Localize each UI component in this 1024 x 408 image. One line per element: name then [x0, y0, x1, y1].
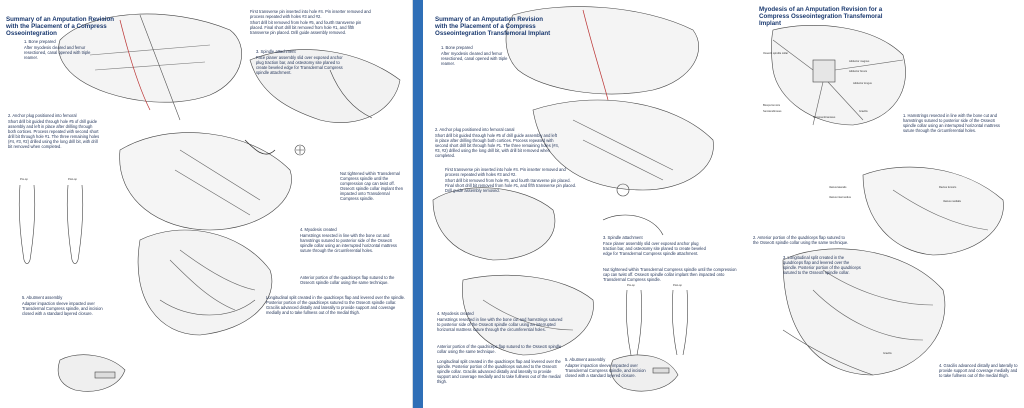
step-body: Adapter impaction sleeve impacted over Transdermal Compress spindle, and incision closed with a standard layered closure.: [565, 363, 646, 379]
step-heading: 4. Myodesis created: [300, 227, 337, 232]
label-adductor-magnus: Adductor magnus: [849, 60, 870, 63]
step-3b: [340, 172, 404, 201]
label-adductor-longus: Adductor longus: [853, 82, 872, 85]
step-body: Longitudinal split created in the quadriceps flap and levered over the spindle. Posterior portion of the quadriceps sutured to the OsseoS spindle collar. Gracilis advanced distally and laterally to provide support and coverage medially and to take fullness out of the medial thigh.: [437, 359, 561, 384]
step-heading: First transverse pin inserted into hole #4. Pin inserter removed and process repeated with holes #3 and #2.: [445, 167, 566, 177]
step-4: [437, 312, 563, 333]
step-5: [22, 296, 106, 317]
step-body: Face planer assembly slid over exposed anchor plug traction bar, and osteotomy site planed to create beveled edge for Transdermal Compress spindle attachment.: [603, 241, 706, 257]
blue-divider: [413, 0, 423, 408]
step-body: 2. Anterior portion of the quadriceps flap sutured to the OsseoS spindle collar using the same technique.: [753, 235, 849, 245]
step-4b: [437, 345, 563, 355]
step-3: [783, 256, 863, 276]
page-title: Summary of an Amputation Revision with the Placement of a Compress Osseointegration Transfemoral Implant: [435, 16, 551, 38]
step-3b: [603, 268, 743, 283]
step-body: Face planer assembly slid over exposed anchor plug traction bar, and osteotomy site planed to create beveled edge for Transdermal Compress spindle attachment.: [256, 55, 343, 76]
step-heading: 1. Bone prepared: [24, 39, 56, 44]
step-body: 1. Hamstrings resected in line with the bone cut and hamstrings sutured to posterior side of the OsseoS spindle collar using an interrupted horizontal mattress suture through the circumferential holes.: [903, 113, 1000, 133]
step-heading: 5. Abutment assembly: [565, 357, 606, 362]
step-2: [753, 236, 849, 246]
step-3: [256, 50, 346, 76]
step-4c: [266, 296, 406, 316]
step-body: Short drill bit guided through hole #5 of drill guide assembly and left in place after drilling through both cortices. Process repeated with second short drill bit through hole #1. The three remaining holes (#4, #3, #2) drilled using the long drill bit, with drill bit removed when completed.: [435, 133, 559, 159]
illustration-sheet-2: [423, 0, 753, 408]
step-body: Short drill bit guided through hole #5 of drill guide assembly and left in place after drilling through both cortices. Process repeated with second short drill bit through hole #1. The three remaining holes (#4, #3, #2) drilled using the long drill bit, with drill bit removed when completed.: [8, 119, 100, 149]
step-3: [603, 236, 713, 257]
label-semimembranosus: Semimembranosus: [813, 116, 836, 119]
step-heading: 2. Anchor plug positioned into femoral: [8, 113, 77, 118]
legs-label-post: Post-op: [68, 178, 77, 181]
myodesis-illustration: [753, 0, 1024, 408]
step-1: [441, 46, 513, 67]
step-1: [903, 114, 1003, 134]
step-heading: 1. Bone prepared: [441, 45, 473, 50]
legs-label-pre: Pre-op: [20, 178, 28, 181]
illustration-sheet-3: [753, 0, 1024, 408]
label-gracilis-bottom: Gracilis: [883, 352, 892, 355]
legs-label-post: Post-op: [673, 284, 682, 287]
step-body: Longitudinal split created in the quadriceps flap and levered over the spindle. Posterior portion of the quadriceps sutured to the OsseoS spindle collar. Gracilis advanced distally and laterally to provide support and coverage medially and to take fullness out of the medial thigh.: [266, 295, 406, 315]
step-body: Anterior portion of the quadriceps flap sutured to the OsseoS spindle collar using the same technique.: [300, 275, 395, 285]
illustration-sheet-1: [0, 0, 413, 408]
label-rectus-femoris: Rectus femoris: [939, 186, 957, 189]
step-4c: [437, 360, 563, 385]
label-semitendinosus: Semitendinosus: [763, 110, 782, 113]
step-heading: First transverse pin inserted into hole #4. Pin inserter removed and process repeated with holes #3 and #2.: [250, 9, 371, 19]
step-4: [300, 228, 406, 254]
step-2: [435, 128, 561, 159]
step-2: [8, 114, 100, 150]
step-body: 3. Longitudinal split created in the quadriceps flap and levered over the spindle. Posterior portion of the quadriceps sutured to the OsseoS spindle collar.: [783, 255, 861, 275]
legs-label-pre: Pre-op: [627, 284, 635, 287]
label-spindle-collar: OsseoS spindle collar: [763, 52, 789, 55]
label-biceps-femoris: Biceps femoris: [763, 104, 781, 107]
step-body: 4. Gracilis advanced distally and laterally to provide support and coverage medially and to take fullness out of the medial thigh.: [939, 363, 1018, 378]
step-body: Nut tightened within Transdermal Compress spindle until the compression cap can twist off. OsseoS spindle collar implant then impacted onto Transdermal Compress spindle.: [340, 171, 404, 201]
step-heading: 2. Anchor plug positioned into femoral canal: [435, 127, 515, 132]
page-title: Myodesis of an Amputation Revision for a Compress Osseointegration Transfemoral Implant: [759, 6, 883, 28]
surgical-illustration-1: [0, 0, 412, 408]
step-body: Hamstrings resected in line with the bone cut and hamstrings sutured to posterior side of the OsseoS spindle collar using an interrupted horizontal mattress suture through the circumferential holes.: [300, 233, 397, 254]
step-heading: 3. Spindle attachment: [603, 235, 643, 240]
step-heading: 4. Myodesis created: [437, 311, 474, 316]
step-body: Anterior portion of the quadriceps flap sutured to the OsseoS spindle collar using the same technique.: [437, 344, 562, 354]
step-body: Adapter impaction sleeve impacted over Transdermal Compress spindle, and incision closed with a standard layered closure.: [22, 301, 103, 317]
step-4b: [300, 276, 406, 286]
step-1: [24, 40, 96, 61]
step-body: Nut tightened within Transdermal Compress spindle until the compression cap can twist off. OsseoS spindle collar implant then impacted onto Transdermal Compress spindle.: [603, 267, 737, 282]
label-vastus-medialis: Vastus medialis: [943, 200, 961, 203]
label-vastus-lateralis: Vastus lateralis: [829, 186, 847, 189]
step-heading: 3. Spindle attachment: [256, 49, 296, 54]
step-body: After myodesis cleared and femur resectioned, canal opened with triple reamer.: [24, 45, 91, 61]
step-body: After myodesis cleared and femur resectioned, canal opened with triple reamer.: [441, 51, 508, 67]
step-2b: [250, 10, 372, 36]
step-5: [565, 358, 651, 379]
step-2b: [445, 168, 577, 194]
step-body: Hamstrings resected in line with the bone cut and hamstrings sutured to posterior side of the OsseoS spindle collar using an interrupted horizontal mattress suture through the circumferential holes.: [437, 317, 563, 333]
label-adductor-brevis: Adductor brevis: [849, 70, 868, 73]
label-vastus-intermedius: Vastus intermedius: [829, 196, 851, 199]
step-heading: 5. Abutment assembly: [22, 295, 63, 300]
step-body: Short drill bit removed from hole #5, and fourth transverse pin placed. Final short drill bit removed from hole #1, and fifth transverse pin placed. Drill guide assembly removed.: [445, 178, 577, 194]
step-body: Short drill bit removed from hole #5, and fourth transverse pin placed. Final short drill bit removed from hole #1, and fifth transverse pin placed. Drill guide assembly removed.: [250, 20, 362, 36]
step-4: [939, 364, 1019, 379]
page-title: Summary of an Amputation Revision with the Placement of a Compress Osseointegration: [6, 16, 115, 38]
label-gracilis: Gracilis: [859, 110, 868, 113]
